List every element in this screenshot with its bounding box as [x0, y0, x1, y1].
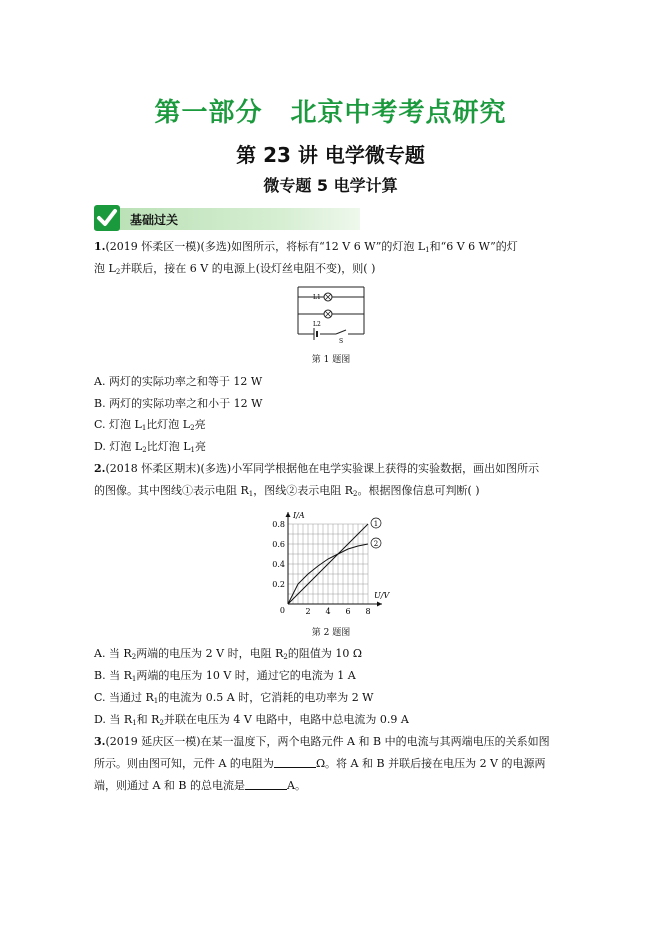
q2-option-b: B. 当 $R_1$两端的电压为 10 V 时，通过它的电流为 1 A — [94, 669, 356, 683]
q1-line2: 泡 $L_2$并联后，接在 6 V 的电源上(设灯丝电阻不变)，则( ) — [94, 262, 376, 276]
q1-number: 1. — [94, 240, 106, 253]
q3-line1: 3.(2019 延庆区一模)在某一温度下，两个电路元件 A 和 B 中的电流与其两端电压的关系如图 — [94, 735, 550, 748]
q2-option-c: C. 当通过 $R_1$的电流为 0.5 A 时，它消耗的电功率为 2 W — [94, 691, 374, 705]
part-title-left: 第一部分 — [154, 98, 263, 128]
y-tick-label: 0.6 — [272, 540, 285, 549]
q3-line2: 所示。则由图可知，元件 A 的电阻为 Ω。将 A 和 B 并联后接在电压为 2 V 的电源两 — [94, 757, 546, 770]
label-switch: S — [339, 338, 344, 344]
origin-label: 0 — [279, 606, 285, 615]
sub-title: 微专题 5 电学计算 — [263, 176, 398, 195]
x-tick-label: 8 — [365, 607, 371, 616]
series-label-1: 1 — [373, 520, 379, 528]
y-tick-label: 0.4 — [272, 560, 285, 569]
q2-option-d: D. 当 $R_1$和 $R_2$并联在电压为 4 V 电路中，电路中总电流为 0.9 A — [94, 713, 409, 727]
y-tick-label: 0.2 — [272, 580, 285, 589]
y-tick-label: 0.8 — [272, 520, 285, 529]
lecture-title: 第 23 讲 电学微专题 — [236, 143, 425, 167]
x-axis-arrow — [377, 602, 382, 607]
q2-option-a: A. 当 $R_2$两端的电压为 2 V 时，电阻 $R_2$的阻值为 10 Ω — [94, 647, 362, 661]
q3-blank-current[interactable] — [245, 779, 287, 790]
part-title — [0, 92, 661, 129]
q3-blank-resistance[interactable] — [274, 757, 316, 768]
label-l1: L1 — [313, 294, 321, 301]
x-tick-label: 2 — [305, 607, 311, 616]
bulb-l1-icon — [298, 293, 364, 301]
q1-option-a: A. 两灯的实际功率之和等于 12 W — [94, 375, 263, 388]
q2-number: 2. — [94, 462, 106, 475]
q1-option-b: B. 两灯的实际功率之和小于 12 W — [94, 397, 263, 410]
part-title-right: 北京中考考点研究 — [290, 98, 507, 128]
q1-circuit-diagram — [292, 284, 372, 344]
section-label: 基础过关 — [130, 213, 179, 227]
x-tick-label: 4 — [325, 607, 331, 616]
series-label-2: 2 — [373, 540, 379, 548]
label-l2: L2 — [313, 321, 321, 328]
q2-line2: 的图像。其中图线①表示电阻 $R_1$，图线②表示电阻 $R_2$。根据图像信息可判断( ) — [94, 484, 480, 498]
q3-number: 3. — [94, 735, 106, 748]
q2-caption: 第 2 题图 — [311, 628, 351, 638]
x-axis-label: U/V — [374, 591, 390, 600]
q3-line3: 端，则通过 A 和 B 的总电流是 A。 — [94, 779, 306, 792]
y-axis-label: I/A — [293, 511, 305, 520]
check-icon — [94, 205, 120, 231]
x-tick-label: 6 — [345, 607, 351, 616]
q1-line1: 1.(2019 怀柔区一模)(多选)如图所示，将标有“12 V 6 W”的灯泡 $L_1$和“6 V 6 W”的灯 — [94, 240, 518, 254]
q1-option-d: D. 灯泡 $L_2$比灯泡 $L_1$亮 — [94, 440, 206, 454]
q1-option-c: C. 灯泡 $L_1$比灯泡 $L_2$亮 — [94, 418, 206, 432]
q1-caption: 第 1 题图 — [311, 355, 351, 365]
q2-line1: 2.(2018 怀柔区期末)(多选)小军同学根据他在电学实验课上获得的实验数据，画出如图所示 — [94, 462, 540, 475]
iu-chart — [266, 504, 396, 616]
y-axis-arrow — [286, 512, 291, 517]
bulb-l2-icon — [324, 310, 332, 318]
